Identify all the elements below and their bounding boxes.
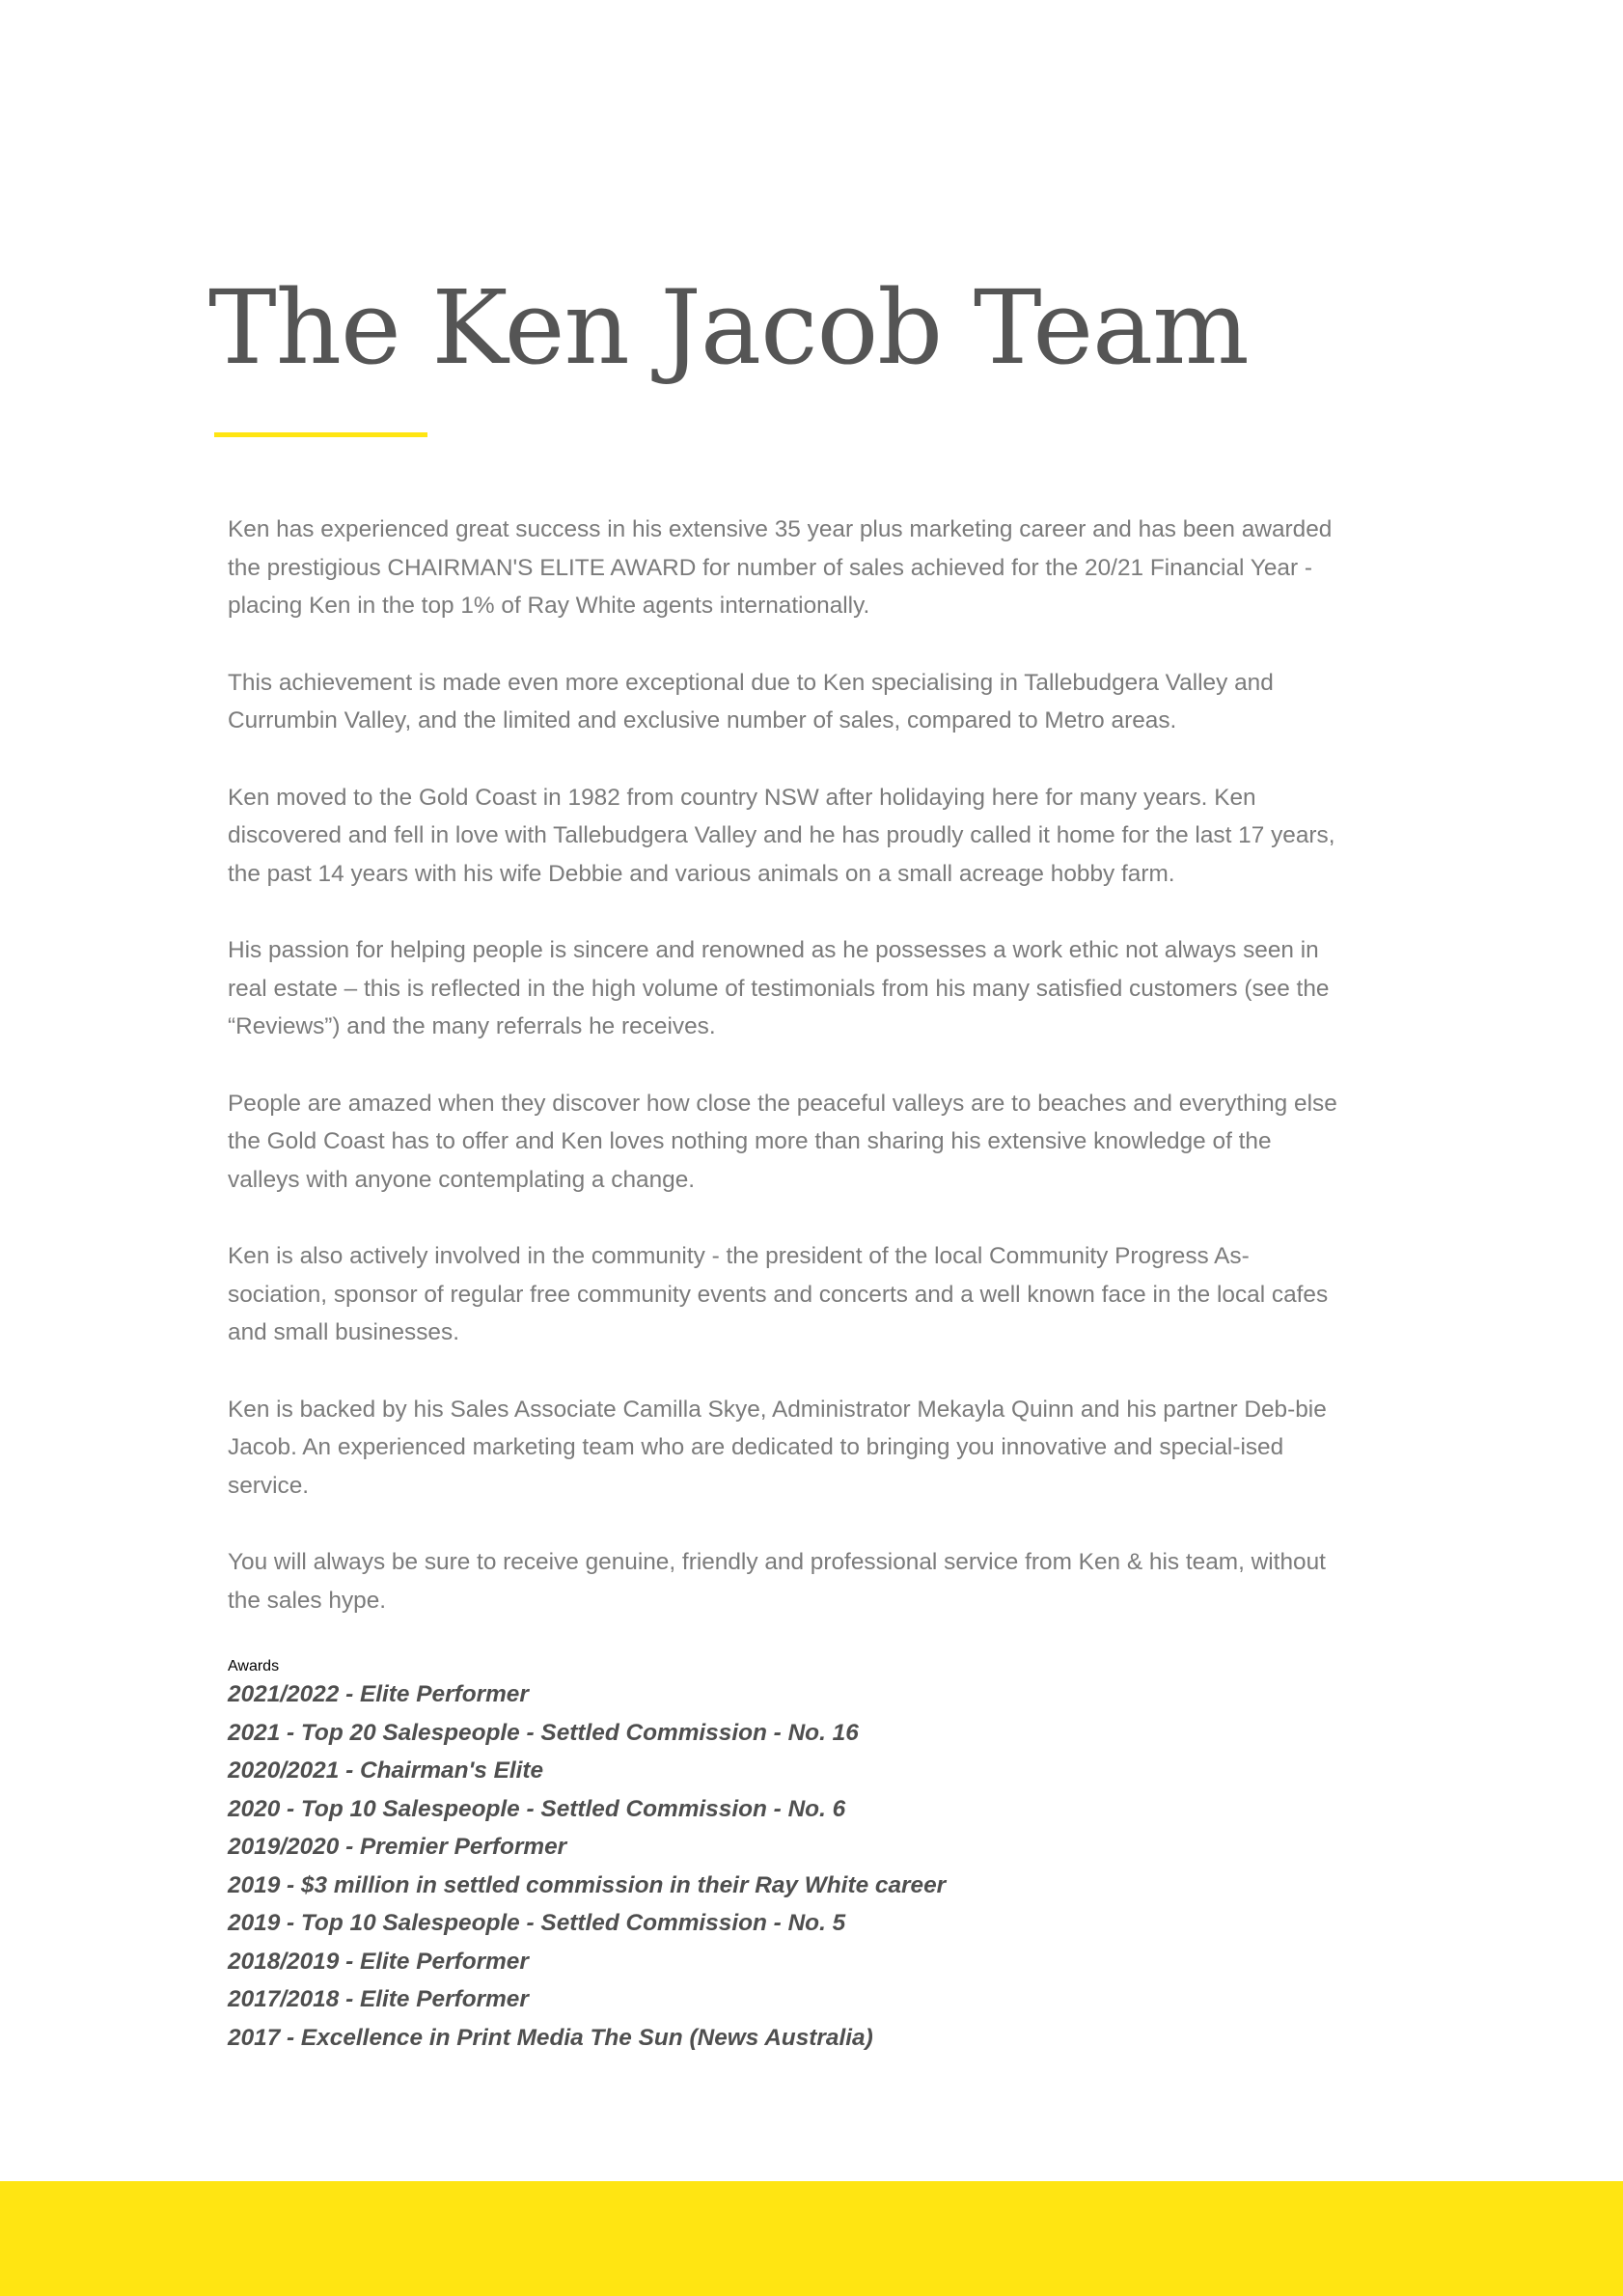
- award-item: 2019/2020 - Premier Performer: [228, 1834, 567, 1860]
- paragraph-community: Ken is also actively involved in the community - the president of the local Community Progress As-sociation, sponsor of regular free community events and concerts and a well known face in the local cafes and small businesses.: [228, 1243, 1329, 1345]
- award-item: 2019 - Top 10 Salespeople - Settled Commission - No. 5: [228, 1910, 846, 1936]
- paragraph-passion: His passion for helping people is sincere and renowned as he possesses a work ethic not always seen in real estate – this is reflected in the high volume of testimonials from his many satisfied customers (see the “Reviews”) and the many referrals he receives.: [228, 937, 1330, 1039]
- award-item: 2020/2021 - Chairman's Elite: [228, 1757, 544, 1784]
- paragraph-gold-coast: Ken moved to the Gold Coast in 1982 from country NSW after holidaying here for many years. Ken discovered and fell in love with Tallebudgera Valley and he has proudly called it home for the last 17 years, the past 14 years with his wife Debbie and various animals on a small acreage hobby farm.: [228, 784, 1335, 887]
- paragraph-achievement: This achievement is made even more exceptional due to Ken specialising in Tallebudgera Valley and Currumbin Valley, and the limited and exclusive number of sales, compared to Metro areas.: [228, 669, 1274, 733]
- footer-band: [0, 2181, 1623, 2296]
- award-item: 2017 - Excellence in Print Media The Sun (News Australia): [228, 2024, 873, 2051]
- paragraph-team: Ken is backed by his Sales Associate Camilla Skye, Administrator Mekayla Quinn and his partner Deb-bie Jacob. An experienced marketing team who are dedicated to bringing you innovative and special-ised service.: [228, 1396, 1327, 1499]
- awards-heading: Awards: [228, 1658, 280, 1674]
- award-item: 2021 - Top 20 Salespeople - Settled Commission - No. 16: [228, 1719, 859, 1746]
- paragraph-valleys: People are amazed when they discover how close the peaceful valleys are to beaches and everything else the Gold Coast has to offer and Ken loves nothing more than sharing his extensive knowledge of the valleys with anyone contemplating a change.: [228, 1090, 1337, 1193]
- awards-list: [228, 1675, 1347, 2057]
- paragraph-career: Ken has experienced great success in his extensive 35 year plus marketing career and has been awarded the prestigious CHAIRMAN'S ELITE AWARD for number of sales achieved for the 20/21 Financial Year - placing Ken in the top 1% of Ray White agents internationally.: [228, 516, 1333, 619]
- paragraph-service: You will always be sure to receive genuine, friendly and professional service from Ken & his team, without the sales hype.: [228, 1549, 1326, 1614]
- award-item: 2017/2018 - Elite Performer: [228, 1986, 529, 2012]
- page-title: The Ken Jacob Team: [208, 268, 1249, 387]
- award-item: 2019 - $3 million in settled commission in their Ray White career: [228, 1871, 947, 1898]
- award-item: 2021/2022 - Elite Performer: [228, 1681, 529, 1707]
- title-underline: [214, 432, 427, 437]
- award-item: 2018/2019 - Elite Performer: [228, 1948, 529, 1975]
- award-item: 2020 - Top 10 Salespeople - Settled Commission - No. 6: [228, 1795, 846, 1822]
- body-content: [228, 511, 1347, 2057]
